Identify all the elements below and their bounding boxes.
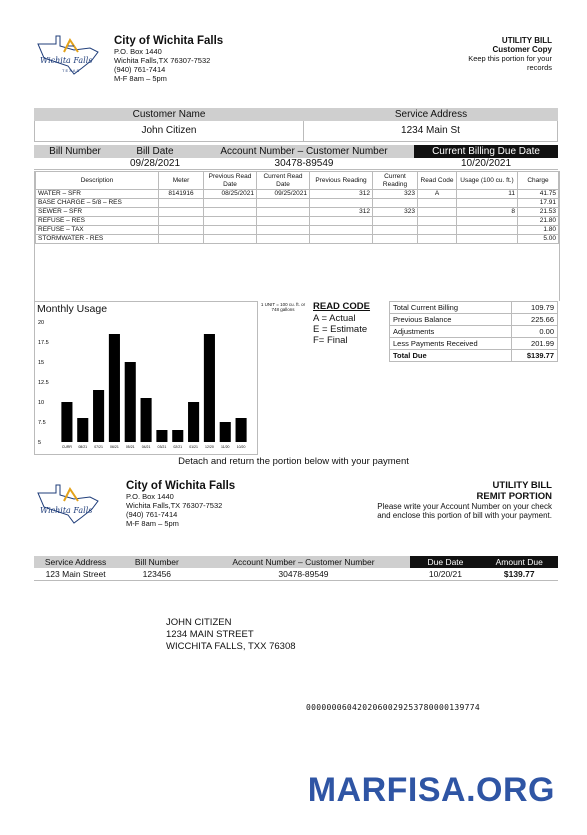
unit-note: 1 UNIT = 100 cu. ft. or 748 gallons [260, 302, 306, 312]
mailing-street: 1234 MAIN STREET [166, 629, 254, 640]
remit-col-bill-number: Bill Number [134, 557, 179, 567]
summary-row [390, 326, 558, 338]
table-cell [418, 199, 457, 208]
x-tick-label: 04/21 [141, 445, 151, 449]
summary-row [390, 314, 558, 326]
table-cell: SEWER – SFR [36, 208, 159, 217]
customer-name: John Citizen [35, 121, 304, 141]
table-cell [159, 199, 204, 208]
read-code-final: F= Final [313, 335, 348, 346]
summary-table [389, 301, 558, 362]
col-description: Description [36, 172, 159, 190]
mailing-address [166, 617, 296, 653]
remit-utility-header [126, 480, 235, 528]
table-cell: 11 [457, 190, 518, 199]
y-tick-label: 5 [38, 440, 42, 446]
table-cell [159, 226, 204, 235]
bar [77, 418, 88, 442]
remit-logo-text: Wichita Falls [40, 506, 93, 515]
table-cell: 323 [373, 190, 418, 199]
x-tick-label: 05/21 [125, 445, 135, 449]
keep-note-1: Keep this portion for your [468, 54, 552, 63]
y-tick-label: 7.5 [38, 420, 46, 426]
bill-number-label: Bill Number [34, 145, 116, 158]
bar [61, 402, 72, 442]
table-cell [257, 208, 310, 217]
usage-table [35, 171, 559, 244]
utility-phone: (940) 761-7414 [114, 65, 166, 74]
bill-subtitle: Customer Copy [492, 45, 552, 54]
table-row [36, 190, 559, 199]
table-cell [204, 235, 257, 244]
table-cell [257, 235, 310, 244]
table-cell: STORMWATER - RES [36, 235, 159, 244]
table-cell: 1.80 [518, 226, 559, 235]
service-address-label: Service Address [394, 109, 468, 120]
summary-value: 0.00 [512, 326, 558, 338]
table-cell [257, 199, 310, 208]
remit-account: 30478-89549 [278, 569, 329, 579]
col-meter: Meter [159, 172, 204, 190]
bar [204, 334, 215, 442]
col-curr-reading: Current Reading [373, 172, 418, 190]
table-cell [373, 235, 418, 244]
table-cell: 8 [457, 208, 518, 217]
bar [236, 418, 247, 442]
table-cell [418, 226, 457, 235]
summary-value: $139.77 [512, 350, 558, 362]
service-address: 1234 Main St [401, 125, 460, 136]
table-cell [204, 208, 257, 217]
table-cell: 312 [310, 208, 373, 217]
scanline: 0000000604202060029253780000139774 [306, 703, 480, 712]
col-prev-read-date: Previous Read Date [204, 172, 257, 190]
summary-row [390, 338, 558, 350]
bar [125, 362, 136, 442]
table-cell: 8141916 [159, 190, 204, 199]
y-tick-label: 20 [38, 320, 45, 326]
y-tick-label: 15 [38, 360, 45, 366]
x-tick-label: 11/20 [221, 445, 230, 449]
remit-col-due-date: Due Date [410, 556, 480, 568]
x-tick-label: 06/21 [110, 445, 119, 449]
remit-utility-address-1: P.O. Box 1440 [126, 492, 174, 501]
account-number: 30478-89549 [274, 158, 334, 169]
remit-note-1: Please write your Account Number on your check [377, 502, 552, 511]
table-cell [257, 226, 310, 235]
remit-col-account: Account Number – Customer Number [232, 557, 375, 567]
read-code-title: READ CODE [313, 301, 371, 312]
utility-name: City of Wichita Falls [114, 35, 224, 47]
utility-address-1: P.O. Box 1440 [114, 47, 162, 56]
table-cell: 09/25/2021 [257, 190, 310, 199]
remit-utility-address-2: Wichita Falls,TX 76307-7532 [126, 501, 223, 510]
remit-table [34, 556, 558, 581]
summary-row [390, 350, 558, 362]
table-cell [159, 235, 204, 244]
col-curr-read-date: Current Read Date [257, 172, 310, 190]
x-tick-label: CURR [61, 445, 72, 449]
table-cell [310, 217, 373, 226]
bar [109, 334, 120, 442]
summary-label: Previous Balance [390, 314, 512, 326]
bar [188, 402, 199, 442]
top-right-block [392, 36, 552, 72]
table-cell: WATER – SFR [36, 190, 159, 199]
chart-plot [35, 302, 257, 454]
table-cell: A [418, 190, 457, 199]
bill-date: 09/28/2021 [129, 158, 181, 169]
table-cell [204, 226, 257, 235]
summary-box [389, 301, 558, 362]
billing-section [34, 145, 558, 170]
col-usage: Usage (100 cu. ft.) [457, 172, 518, 190]
logo-subtext: TEXAS [62, 68, 81, 73]
table-cell [310, 235, 373, 244]
table-cell: 21.53 [518, 208, 559, 217]
due-date-label: Current Billing Due Date [414, 145, 558, 158]
col-charge: Charge [518, 172, 559, 190]
table-cell [457, 226, 518, 235]
table-cell [159, 208, 204, 217]
table-cell: 21.80 [518, 217, 559, 226]
y-tick-label: 10 [38, 400, 45, 406]
table-row [36, 226, 559, 235]
table-cell: 08/25/2021 [204, 190, 257, 199]
x-tick-label: 02/21 [173, 445, 183, 449]
summary-value: 201.99 [512, 338, 558, 350]
remit-bill-number: 123456 [142, 569, 172, 579]
table-cell [257, 217, 310, 226]
usage-table-wrap [34, 171, 560, 301]
table-cell: 312 [310, 190, 373, 199]
bar [172, 430, 183, 442]
monthly-usage-chart [34, 301, 258, 455]
table-cell: BASE CHARGE – 5/8 – RES [36, 199, 159, 208]
table-cell: 41.75 [518, 190, 559, 199]
bar [93, 390, 104, 442]
remit-subtitle: REMIT PORTION [476, 491, 552, 502]
summary-value: 109.79 [512, 302, 558, 314]
read-code-estimate: E = Estimate [313, 324, 368, 335]
table-row [36, 235, 559, 244]
detach-text: Detach and return the portion below with your payment [178, 456, 409, 467]
summary-value: 225.66 [512, 314, 558, 326]
table-cell: 17.91 [518, 199, 559, 208]
remit-table-wrap [34, 556, 558, 581]
summary-label: Total Due [390, 350, 512, 362]
summary-label: Adjustments [390, 326, 512, 338]
x-tick-label: 01/21 [189, 445, 198, 449]
table-cell [159, 217, 204, 226]
customer-name-label: Customer Name [132, 109, 206, 120]
mailing-name: JOHN CITIZEN [166, 617, 232, 628]
remit-col-service-address: Service Address [44, 557, 107, 567]
bar [156, 430, 167, 442]
table-cell [204, 217, 257, 226]
utility-header [114, 35, 223, 83]
table-cell [418, 217, 457, 226]
x-tick-label: 07/21 [94, 445, 103, 449]
summary-label: Less Payments Received [390, 338, 512, 350]
y-tick-label: 12.5 [38, 380, 49, 386]
mailing-city: WICCHITA FALLS, TXX 76308 [166, 641, 296, 652]
watermark: MARFISA.ORG [307, 771, 555, 809]
table-row [36, 217, 559, 226]
read-code-actual: A = Actual [313, 313, 356, 324]
due-date: 10/20/2021 [460, 158, 512, 169]
table-cell: REFUSE – TAX [36, 226, 159, 235]
table-cell [373, 199, 418, 208]
table-cell [310, 199, 373, 208]
x-tick-label: 12/20 [205, 445, 214, 449]
remit-logo [34, 483, 104, 525]
table-cell [373, 217, 418, 226]
keep-note-2: records [526, 63, 552, 72]
table-cell [310, 226, 373, 235]
account-label: Account Number – Customer Number [194, 145, 414, 158]
table-cell [457, 235, 518, 244]
summary-row [390, 302, 558, 314]
x-tick-label: 10/20 [236, 445, 246, 449]
table-cell [457, 217, 518, 226]
table-cell [418, 235, 457, 244]
remit-note-2: and enclose this portion of bill with your payment. [377, 511, 552, 520]
remit-service-address: 123 Main Street [45, 569, 106, 579]
remit-utility-hours: M-F 8am – 5pm [126, 519, 179, 528]
table-cell [418, 208, 457, 217]
read-code-box [309, 301, 389, 361]
x-tick-label: 08/21 [78, 445, 88, 449]
summary-label: Total Current Billing [390, 302, 512, 314]
logo-text: Wichita Falls [40, 56, 93, 65]
table-cell: 5.00 [518, 235, 559, 244]
remit-amount-due: $139.77 [503, 569, 535, 579]
utility-hours: M-F 8am – 5pm [114, 74, 167, 83]
customer-section [34, 108, 558, 142]
remit-due-date: 10/20/21 [428, 569, 462, 579]
table-cell: REFUSE – RES [36, 217, 159, 226]
col-prev-reading: Previous Reading [310, 172, 373, 190]
y-tick-label: 17.5 [38, 340, 49, 346]
bar [220, 422, 231, 442]
chart-title: Monthly Usage [37, 303, 108, 315]
x-tick-label: 03/21 [157, 445, 167, 449]
bar [141, 398, 152, 442]
remit-col-amount-due: Amount Due [480, 556, 558, 568]
utility-address-2: Wichita Falls,TX 76307-7532 [114, 56, 211, 65]
remit-utility-phone: (940) 761-7414 [126, 510, 178, 519]
table-row [36, 199, 559, 208]
table-row [36, 208, 559, 217]
remit-right-block [292, 480, 552, 520]
remit-title: UTILITY BILL [492, 480, 552, 491]
bill-date-label: Bill Date [116, 145, 194, 158]
table-cell: 323 [373, 208, 418, 217]
bill-title: UTILITY BILL [501, 36, 552, 45]
table-cell [204, 199, 257, 208]
table-cell [373, 226, 418, 235]
remit-utility-name: City of Wichita Falls [126, 480, 236, 492]
col-read-code: Read Code [418, 172, 457, 190]
table-cell [457, 199, 518, 208]
